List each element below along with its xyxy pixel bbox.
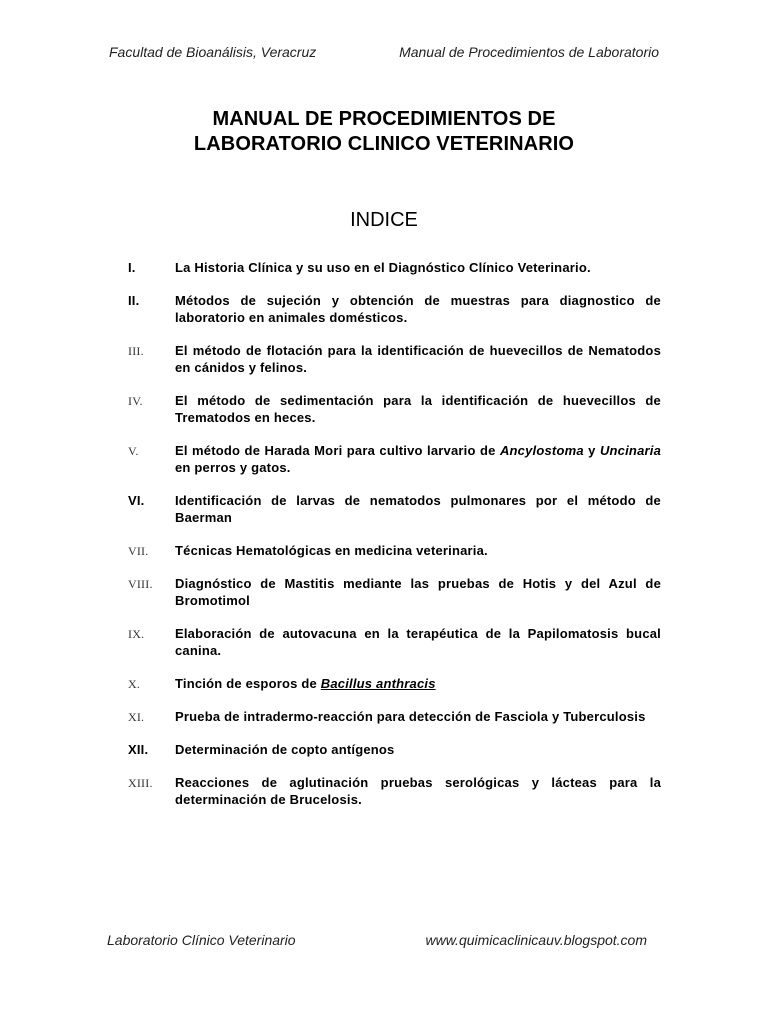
toc-text-part: El método de Harada Mori para cultivo larvario de [175, 443, 500, 458]
toc-text: La Historia Clínica y su uso en el Diagnóstico Clínico Veterinario. [175, 260, 591, 275]
toc-text: Métodos de sujeción y obtención de muestras para diagnostico de laboratorio en animales domésticos. [175, 293, 661, 325]
toc-item-1 [128, 259, 661, 276]
title-line-1: MANUAL DE PROCEDIMIENTOS DE [212, 108, 556, 130]
footer-lab: Laboratorio Clínico Veterinario [107, 932, 296, 948]
toc-item-3 [128, 342, 661, 376]
toc-number: XII. [128, 742, 149, 757]
toc-text [175, 675, 661, 692]
toc-number: II. [128, 293, 140, 308]
header-faculty: Facultad de Bioanálisis, Veracruz [109, 44, 317, 60]
toc-text: Elaboración de autovacuna en la terapéutica de la Papilomatosis bucal canina. [175, 626, 661, 658]
toc-text: El método de flotación para la identificación de huevecillos de Nematodos en cánidos y felinos. [175, 343, 661, 375]
toc-item-8 [128, 575, 661, 609]
toc-item-10 [128, 675, 661, 692]
toc-text-part: en perros y gatos. [175, 460, 291, 475]
toc-item-2 [128, 292, 661, 326]
toc-number: VI. [128, 493, 145, 508]
species-name: Ancylostoma [499, 443, 584, 458]
toc-text: Identificación de larvas de nematodos pulmonares por el método de Baerman [175, 493, 661, 525]
toc-text: El método de sedimentación para la identificación de huevecillos de Trematodos en heces. [175, 393, 661, 425]
toc-text: Técnicas Hematológicas en medicina veterinaria. [175, 543, 488, 558]
toc-number: VIII. [128, 577, 153, 591]
toc-number: III. [128, 344, 144, 358]
toc-text-part: y [583, 443, 600, 458]
toc-number: XIII. [128, 776, 153, 790]
toc-text: Prueba de intradermo-reacción para detección de Fasciola y Tuberculosis [175, 709, 646, 724]
toc-item-12 [128, 741, 661, 758]
species-name: Bacillus anthracis [320, 676, 436, 691]
toc-number: XI. [128, 710, 145, 724]
toc-number: IX. [128, 627, 145, 641]
toc-number: I. [128, 260, 136, 275]
toc-item-13 [128, 774, 661, 808]
toc-item-6 [128, 492, 661, 526]
toc-number: V. [128, 444, 139, 458]
toc-text: Reacciones de aglutinación pruebas serológicas y lácteas para la determinación de Brucelosis. [175, 775, 661, 807]
footer-url: www.quimicaclinicauv.blogspot.com [425, 932, 647, 948]
index-heading: INDICE [350, 209, 418, 231]
toc-number: VII. [128, 544, 149, 558]
toc-item-4 [128, 392, 661, 426]
title-line-2: LABORATORIO CLINICO VETERINARIO [193, 133, 575, 155]
header-manual: Manual de Procedimientos de Laboratorio [399, 44, 659, 60]
toc-number: IV. [128, 394, 143, 408]
toc-item-7 [128, 542, 661, 559]
toc-text-part: Tinción de esporos de [175, 676, 321, 691]
toc-text [175, 442, 661, 476]
toc-item-11 [128, 708, 661, 725]
toc-text: Determinación de copto antígenos [175, 742, 395, 757]
running-header [109, 44, 659, 64]
toc-item-9 [128, 625, 661, 659]
document-title [0, 107, 768, 157]
toc-text: Diagnóstico de Mastitis mediante las pruebas de Hotis y del Azul de Bromotimol [175, 576, 661, 608]
toc-item-5 [128, 442, 661, 476]
table-of-contents [128, 259, 661, 824]
toc-number: X. [128, 677, 141, 691]
species-name: Uncinaria [599, 443, 661, 458]
running-footer [107, 932, 647, 952]
